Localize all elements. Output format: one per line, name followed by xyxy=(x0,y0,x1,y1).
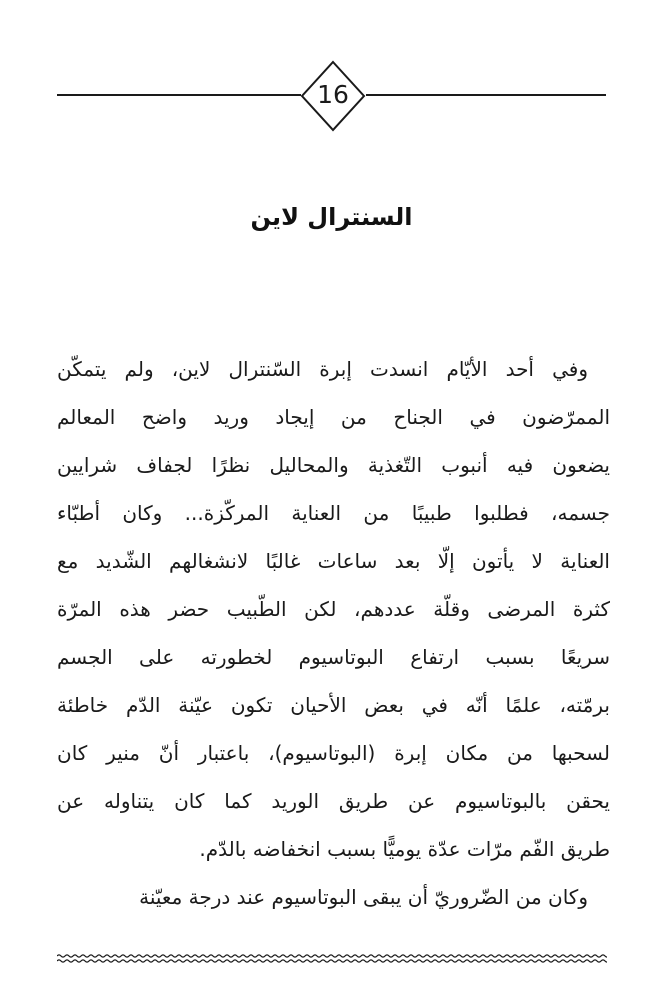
text-line: وفي أحد الأيّام انسدت إبرة السّنترال لاين، ولم يتمكّن xyxy=(57,357,588,381)
page-number: 16 xyxy=(317,80,349,109)
text-line: وكان من الضّروريّ أن يبقى البوتاسيوم عند درجة معيّنة xyxy=(139,885,588,909)
chapter-title: السنترال لاين xyxy=(250,203,413,231)
text-line: لسحبها من مكان إبرة (البوتاسيوم)، باعتبار أنّ منير كان xyxy=(57,741,610,765)
body-text xyxy=(57,345,610,921)
header-rule-right xyxy=(366,94,606,96)
header-rule-left xyxy=(57,94,301,96)
text-line: سريعًا بسبب ارتفاع البوتاسيوم لخطورته على الجسم xyxy=(57,645,610,669)
text-line: الممرّضون في الجناح من إيجاد وريد واضح المعالم xyxy=(57,405,610,429)
footer-wavy-rule xyxy=(57,952,607,966)
text-line: كثرة المرضى وقلّة عددهم، لكن الطّبيب حضر هذه المرّة xyxy=(57,597,610,621)
text-line: يضعون فيه أنبوب التّغذية والمحاليل نظرًا لجفاف شرايين xyxy=(57,453,610,477)
text-line: العناية لا يأتون إلّا بعد ساعات غالبًا لانشغالهم الشّديد مع xyxy=(57,549,610,573)
text-line: طريق الفّم مرّات عدّة يوميًّا بسبب انخفاضه بالدّم. xyxy=(199,837,610,861)
text-line: جسمه، فطلبوا طبيبًا من العناية المركّزة... وكان أطبّاء xyxy=(57,501,610,525)
text-line: برمّته، علمًا أنّه في بعض الأحيان تكون عيّنة الدّم خاطئة xyxy=(57,693,610,717)
text-line: يحقن بالبوتاسيوم عن طريق الوريد كما كان يتناوله عن xyxy=(57,789,610,813)
